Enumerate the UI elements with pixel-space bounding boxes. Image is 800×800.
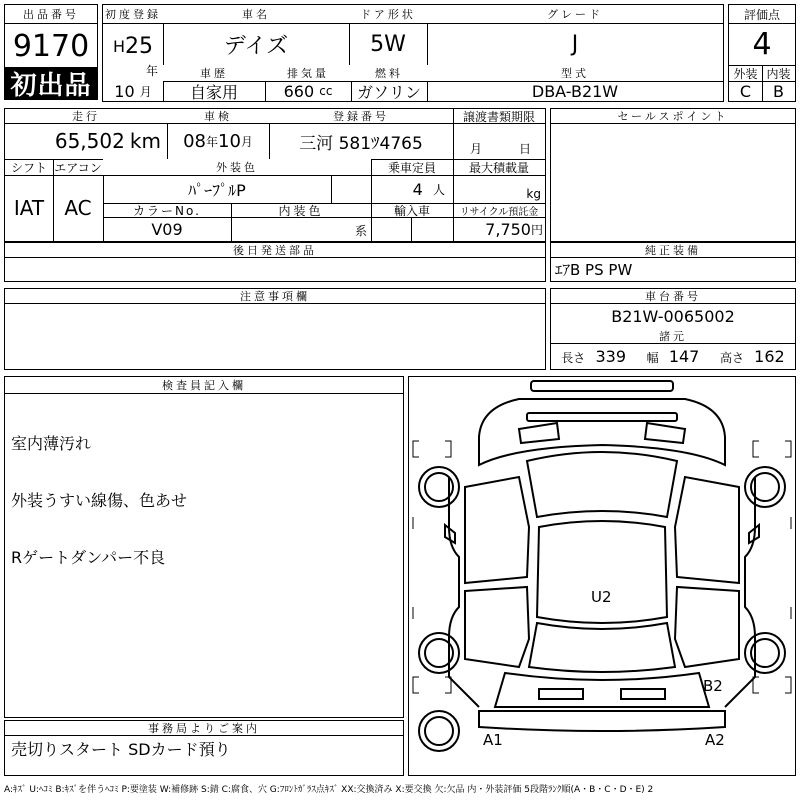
- genuine-box: [550, 242, 796, 282]
- reg-no: 三河 581ﾂ4765: [299, 133, 423, 154]
- recycle-unit: 円: [530, 222, 543, 237]
- recycle-fee: [453, 217, 545, 241]
- legend: A:ｷｽﾞ U:ﾍｺﾐ B:ｷｽﾞを伴うﾍｺﾐ P:要塗装 W:補修跡 S:錆 C:腐食、穴 G:ﾌﾛﾝﾄｶﾞﾗｽ点ｷｽﾞ XX:交換済み X:要交換 欠:欠品 内・外装評価 5段階ﾗﾝｸ順(A・B・C・D・E) 2: [4, 784, 654, 795]
- notes-box: [4, 288, 546, 370]
- displacement-value: 660: [283, 81, 315, 101]
- capacity-value: 4: [412, 179, 423, 199]
- history: 自家用: [189, 82, 238, 101]
- mark-u2: U2: [591, 588, 612, 606]
- import-label: 輸入車: [393, 203, 430, 217]
- car-name-label: 車名: [163, 5, 349, 23]
- fuel: ガソリン: [356, 82, 421, 101]
- inspector-notes: [11, 396, 187, 605]
- transfer-day-unit: 日: [518, 141, 531, 156]
- displacement: [265, 81, 351, 101]
- length: 339: [595, 346, 627, 366]
- exterior-label: 外装: [733, 66, 758, 81]
- reg-year: 25: [125, 33, 154, 59]
- capacity-unit: 人: [432, 182, 445, 197]
- insp-year: 08: [183, 130, 206, 152]
- capacity: [371, 175, 453, 203]
- header-table: [102, 4, 724, 102]
- dimensions: [551, 343, 795, 369]
- office-text: 売切りスタート SDカード預り: [11, 739, 231, 759]
- detail-table: [4, 108, 546, 242]
- car-name: デイズ: [223, 33, 289, 59]
- ac: AC: [64, 196, 92, 220]
- mark-b2: B2: [703, 677, 723, 695]
- displacement-label: 排気量: [265, 65, 351, 81]
- height: 162: [754, 346, 785, 366]
- max-load-unit: kg: [526, 187, 541, 201]
- interior-label: 内装: [766, 66, 791, 81]
- car-diagram: [409, 377, 795, 775]
- mileage: [5, 123, 167, 159]
- insp-month-unit: 月: [240, 134, 253, 149]
- transfer-month-unit: 月: [469, 141, 482, 156]
- mileage-value: 65,502: [54, 129, 125, 153]
- month-unit: 月: [139, 84, 152, 99]
- displacement-unit: cc: [319, 84, 333, 98]
- first-listing-badge: 初出品: [5, 67, 97, 99]
- inspector-line: 室内薄汚れ: [11, 434, 92, 453]
- mark-a1: A1: [483, 731, 503, 749]
- reg-month: 10: [114, 81, 135, 101]
- later-parts-box: [4, 242, 546, 282]
- year-unit: 年: [145, 63, 158, 77]
- first-reg-year: [103, 25, 163, 67]
- capacity-label: 乗車定員: [387, 160, 436, 175]
- length-label: 長さ: [561, 350, 586, 365]
- ext-color-label: 外装色: [103, 159, 371, 175]
- score: 4: [752, 26, 772, 62]
- grade-label: グレード: [427, 5, 723, 23]
- first-reg-month: [103, 81, 163, 101]
- inspector-line: Rゲートダンパー不良: [11, 548, 166, 567]
- first-reg-label: 初度登録: [103, 5, 163, 23]
- score-label: 評価点: [743, 7, 780, 22]
- mileage-label: 走行: [5, 109, 167, 123]
- insp-month: 10: [218, 130, 241, 152]
- shift-label: シフト: [10, 160, 47, 175]
- office-box: [4, 720, 404, 776]
- car-diagram-box: [408, 376, 796, 776]
- shift: IAT: [13, 196, 45, 220]
- lot-number: 9170: [12, 28, 90, 64]
- inspector-box: [4, 376, 404, 718]
- door-label: ドア形状: [349, 5, 427, 23]
- mark-a2: A2: [705, 731, 725, 749]
- interior-grade: B: [773, 81, 784, 101]
- dims-label: 諸元: [551, 329, 795, 343]
- reg-no-label: 登録番号: [269, 109, 453, 123]
- inspector-label: 検査員記入欄: [5, 377, 403, 393]
- inspection-label: 車検: [167, 109, 269, 123]
- notes-label: 注意事項欄: [5, 289, 545, 303]
- office-label: 事務局よりご案内: [5, 721, 403, 735]
- max-load-label: 最大積載量: [468, 160, 529, 175]
- door-type: 5W: [370, 31, 406, 57]
- chassis-number: B21W-0065002: [611, 306, 735, 326]
- inspector-line: 外装うすい線傷、色あせ: [11, 491, 188, 510]
- mileage-unit: km: [129, 129, 161, 153]
- genuine-equipment: ｴｱB PS PW: [555, 260, 633, 279]
- color-no: V09: [151, 219, 183, 239]
- height-label: 高さ: [719, 350, 744, 365]
- ext-color: ﾊﾟｰﾌﾟﾙP: [188, 180, 246, 200]
- transfer-label: 譲渡書類期限: [462, 109, 535, 123]
- sales-point-label: セールスポイント: [551, 109, 795, 123]
- int-color-unit: 系: [354, 223, 367, 238]
- genuine-label: 純正装備: [551, 243, 795, 257]
- later-parts-label: 後日発送部品: [5, 243, 545, 257]
- model-code: DBA-B21W: [531, 81, 619, 101]
- era-prefix: H: [112, 36, 126, 56]
- grade: J: [571, 31, 579, 57]
- int-color-label: 内装色: [278, 203, 324, 217]
- fuel-label: 燃料: [351, 65, 427, 81]
- inspection-date: [167, 123, 269, 159]
- sales-point-box: [550, 108, 796, 242]
- model-label: 型式: [427, 65, 723, 81]
- history-label: 車歴: [163, 65, 265, 81]
- chassis-box: [550, 288, 796, 370]
- lot-box: [4, 4, 98, 100]
- ac-label: エアコン: [54, 160, 102, 175]
- score-box: [728, 4, 796, 102]
- width-label: 幅: [646, 350, 659, 365]
- insp-year-unit: 年: [205, 134, 218, 149]
- width: 147: [668, 346, 700, 366]
- recycle-value: 7,750: [485, 219, 531, 239]
- lot-label: 出品番号: [5, 5, 97, 23]
- chassis-label: 車台番号: [551, 289, 795, 303]
- color-no-label: カラーNo.: [133, 203, 201, 217]
- exterior-grade: C: [739, 81, 752, 101]
- recycle-label: リサイクル預託金: [459, 206, 539, 217]
